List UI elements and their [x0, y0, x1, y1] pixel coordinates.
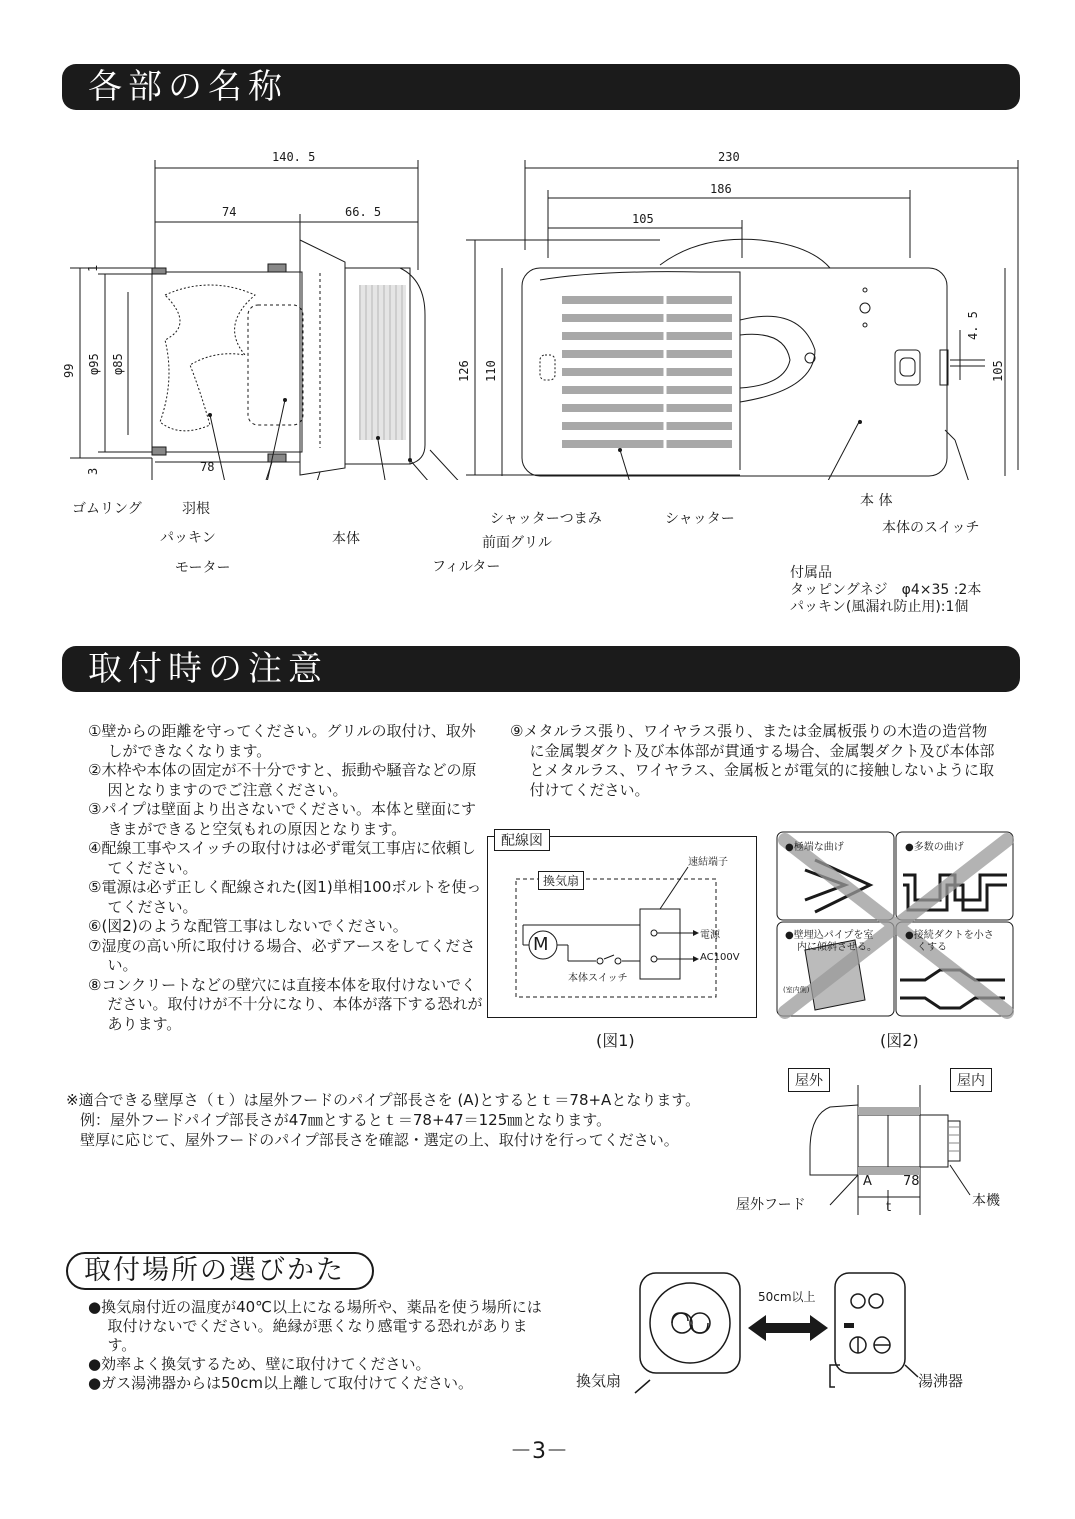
caution-item-3: ③パイプは壁面より出さないでください。本体と壁面にすきまができると空気もれの原因となります。 — [88, 800, 476, 838]
fig1-power-label: 電源 — [700, 930, 720, 941]
caution-list-left — [88, 722, 488, 1034]
wall-dim-t: t — [886, 1200, 892, 1215]
location-section-title: 取付場所の選びかた — [66, 1252, 374, 1290]
fig2-q4-label-b: くする — [917, 942, 947, 953]
dim-105-top: 105 — [632, 212, 654, 226]
wall-indoor-label: 屋内 — [950, 1068, 992, 1092]
fig1-wiring-diagram — [487, 833, 757, 1018]
dim-66-5: 66. 5 — [345, 205, 382, 219]
caution-item-8: ⑧コンクリートなどの壁穴には直接本体を取付けないでください。取付けが不十分になり、本体が落下する恐れがあります。 — [88, 975, 483, 1033]
location-fan-label: 換気扇 — [576, 1372, 622, 1390]
location-item-3: ●ガス湯沸器からは50cm以上離して取付けてください。 — [88, 1374, 474, 1392]
fig2-prohibited-piping — [775, 830, 1017, 1020]
fig1-motor-symbol: M — [533, 934, 549, 955]
location-heater-label: 湯沸器 — [918, 1372, 964, 1390]
caution-item-9: ⑨メタルラス張り、ワイヤラス張り、または金属板張りの木造の造営物に金属製ダクト及び本体部が貫通する場合、金属製ダクト及び本体部とメタルラス、ワイヤラス、金属板とが電気的に接触しないように取付けてください。 — [510, 722, 995, 799]
label-body-right: 本 体 — [860, 493, 893, 509]
parts-diagram — [0, 140, 1075, 480]
label-motor: モーター — [175, 560, 231, 576]
fig1-switch-label: 本体スイッチ — [568, 973, 628, 984]
dim-230: 230 — [718, 150, 740, 164]
fig1-title: 配線図 — [494, 829, 550, 851]
caution-item-5: ⑤電源は必ず正しく配線された(図1)単相100ボルトを使ってください。 — [88, 878, 482, 916]
accessories-screw: タッピングネジ φ4×35 :2本 — [790, 582, 982, 598]
label-body-switch: 本体のスイッチ — [882, 520, 980, 536]
accessories-packing: パッキン(風漏れ防止用):1個 — [790, 599, 969, 615]
wall-dim-a: A — [863, 1174, 872, 1189]
install-section-title: 取付時の注意 — [62, 646, 1020, 692]
label-rubber-ring: ゴムリング — [72, 501, 142, 517]
wall-hood-label: 屋外フード — [736, 1197, 806, 1213]
fig1-fan-label: 換気扇 — [538, 871, 584, 890]
accessories-title: 付属品 — [790, 565, 832, 581]
location-list — [88, 1298, 548, 1393]
dim-4-5: 4. 5 — [966, 311, 980, 340]
fig2-q2-label: ●多数の曲げ — [905, 842, 964, 853]
dim-74: 74 — [222, 205, 237, 219]
wall-note-line-3: 壁厚に応じて、屋外フードのパイプ部長さを確認・選定の上、取付けを行ってください。 — [80, 1131, 679, 1149]
caution-item-4: ④配線工事やスイッチの取付けは必ず電気工事店に依頼してください。 — [88, 839, 476, 877]
wall-note-line-1: ※適合できる壁厚さ（ｔ）は屋外フードのパイプ部長さを (A)とするとｔ＝78+Aとなります。 — [66, 1091, 701, 1109]
caution-list-right — [510, 722, 998, 800]
label-fan-blade: 羽根 — [182, 501, 210, 517]
dim-78: 78 — [200, 460, 215, 474]
fig2-caption: (図2) — [880, 1031, 919, 1050]
dim-140-5: 140. 5 — [272, 150, 316, 164]
fig2-q3-label-b: 内に傾斜させる。 — [797, 942, 877, 953]
caution-item-7: ⑦湿度の高い所に取付ける場合、必ずアースをしてください。 — [88, 936, 476, 974]
fig1-caption: (図1) — [596, 1031, 635, 1050]
dim-110: 110 — [484, 360, 498, 382]
location-item-2: ●効率よく換気するため、壁に取付けてください。 — [88, 1355, 431, 1373]
fig2-q3-label-a: ●壁埋込パイプを室 — [785, 930, 874, 941]
location-item-1: ●換気扇付近の温度が40℃以上になる場所や、薬品を使う場所には取付けないでください。絶縁が悪くなり感電する恐れがあります。 — [88, 1298, 542, 1354]
caution-item-1: ①壁からの距離を守ってください。グリルの取付け、取外しができなくなります。 — [88, 722, 476, 760]
dim-3: 3 — [86, 467, 100, 475]
wall-unit-label: 本機 — [972, 1193, 1000, 1209]
wall-dim-78: 78 — [903, 1174, 920, 1189]
caution-item-2: ②木枠や本体の固定が不十分ですと、振動や騒音などの原因となりますのでご注意ください。 — [88, 761, 477, 799]
label-shutter: シャッター — [665, 511, 735, 527]
dim-126: 126 — [457, 360, 471, 382]
wall-note-line-2: 例：屋外フードパイプ部長さが47㎜とするとｔ＝78+47＝125㎜となります。 — [80, 1111, 612, 1129]
dim-phi85: φ85 — [111, 353, 125, 375]
caution-item-6: ⑥(図2)のような配管工事はしないでください。 — [88, 917, 408, 935]
fig2-q3-label-c: (室内側) — [783, 986, 810, 994]
dim-1: 1 — [86, 264, 100, 272]
parts-section-title: 各部の名称 — [62, 64, 1020, 110]
dim-105-right: 105 — [991, 360, 1005, 382]
page-number: －3－ — [510, 1439, 568, 1464]
fig2-q4-label-a: ●接続ダクトを小さ — [905, 930, 994, 941]
label-filter: フィルター — [432, 559, 501, 575]
dim-phi95: φ95 — [87, 353, 101, 375]
dim-99: 99 — [62, 363, 76, 378]
wall-outdoor-label: 屋外 — [788, 1068, 830, 1092]
location-distance-label: 50cm以上 — [758, 1290, 816, 1304]
fig1-voltage-label: AC100V — [700, 952, 740, 963]
fig2-q1-label: ●極端な曲げ — [785, 842, 844, 853]
label-shutter-knob: シャッターつまみ — [490, 511, 602, 527]
fig1-terminal-label: 速結端子 — [688, 857, 728, 868]
label-packing: パッキン — [160, 530, 216, 546]
label-body-left: 本体 — [332, 531, 360, 547]
dim-186: 186 — [710, 182, 732, 196]
label-front-grill: 前面グリル — [482, 535, 552, 551]
location-distance-diagram — [630, 1265, 950, 1395]
